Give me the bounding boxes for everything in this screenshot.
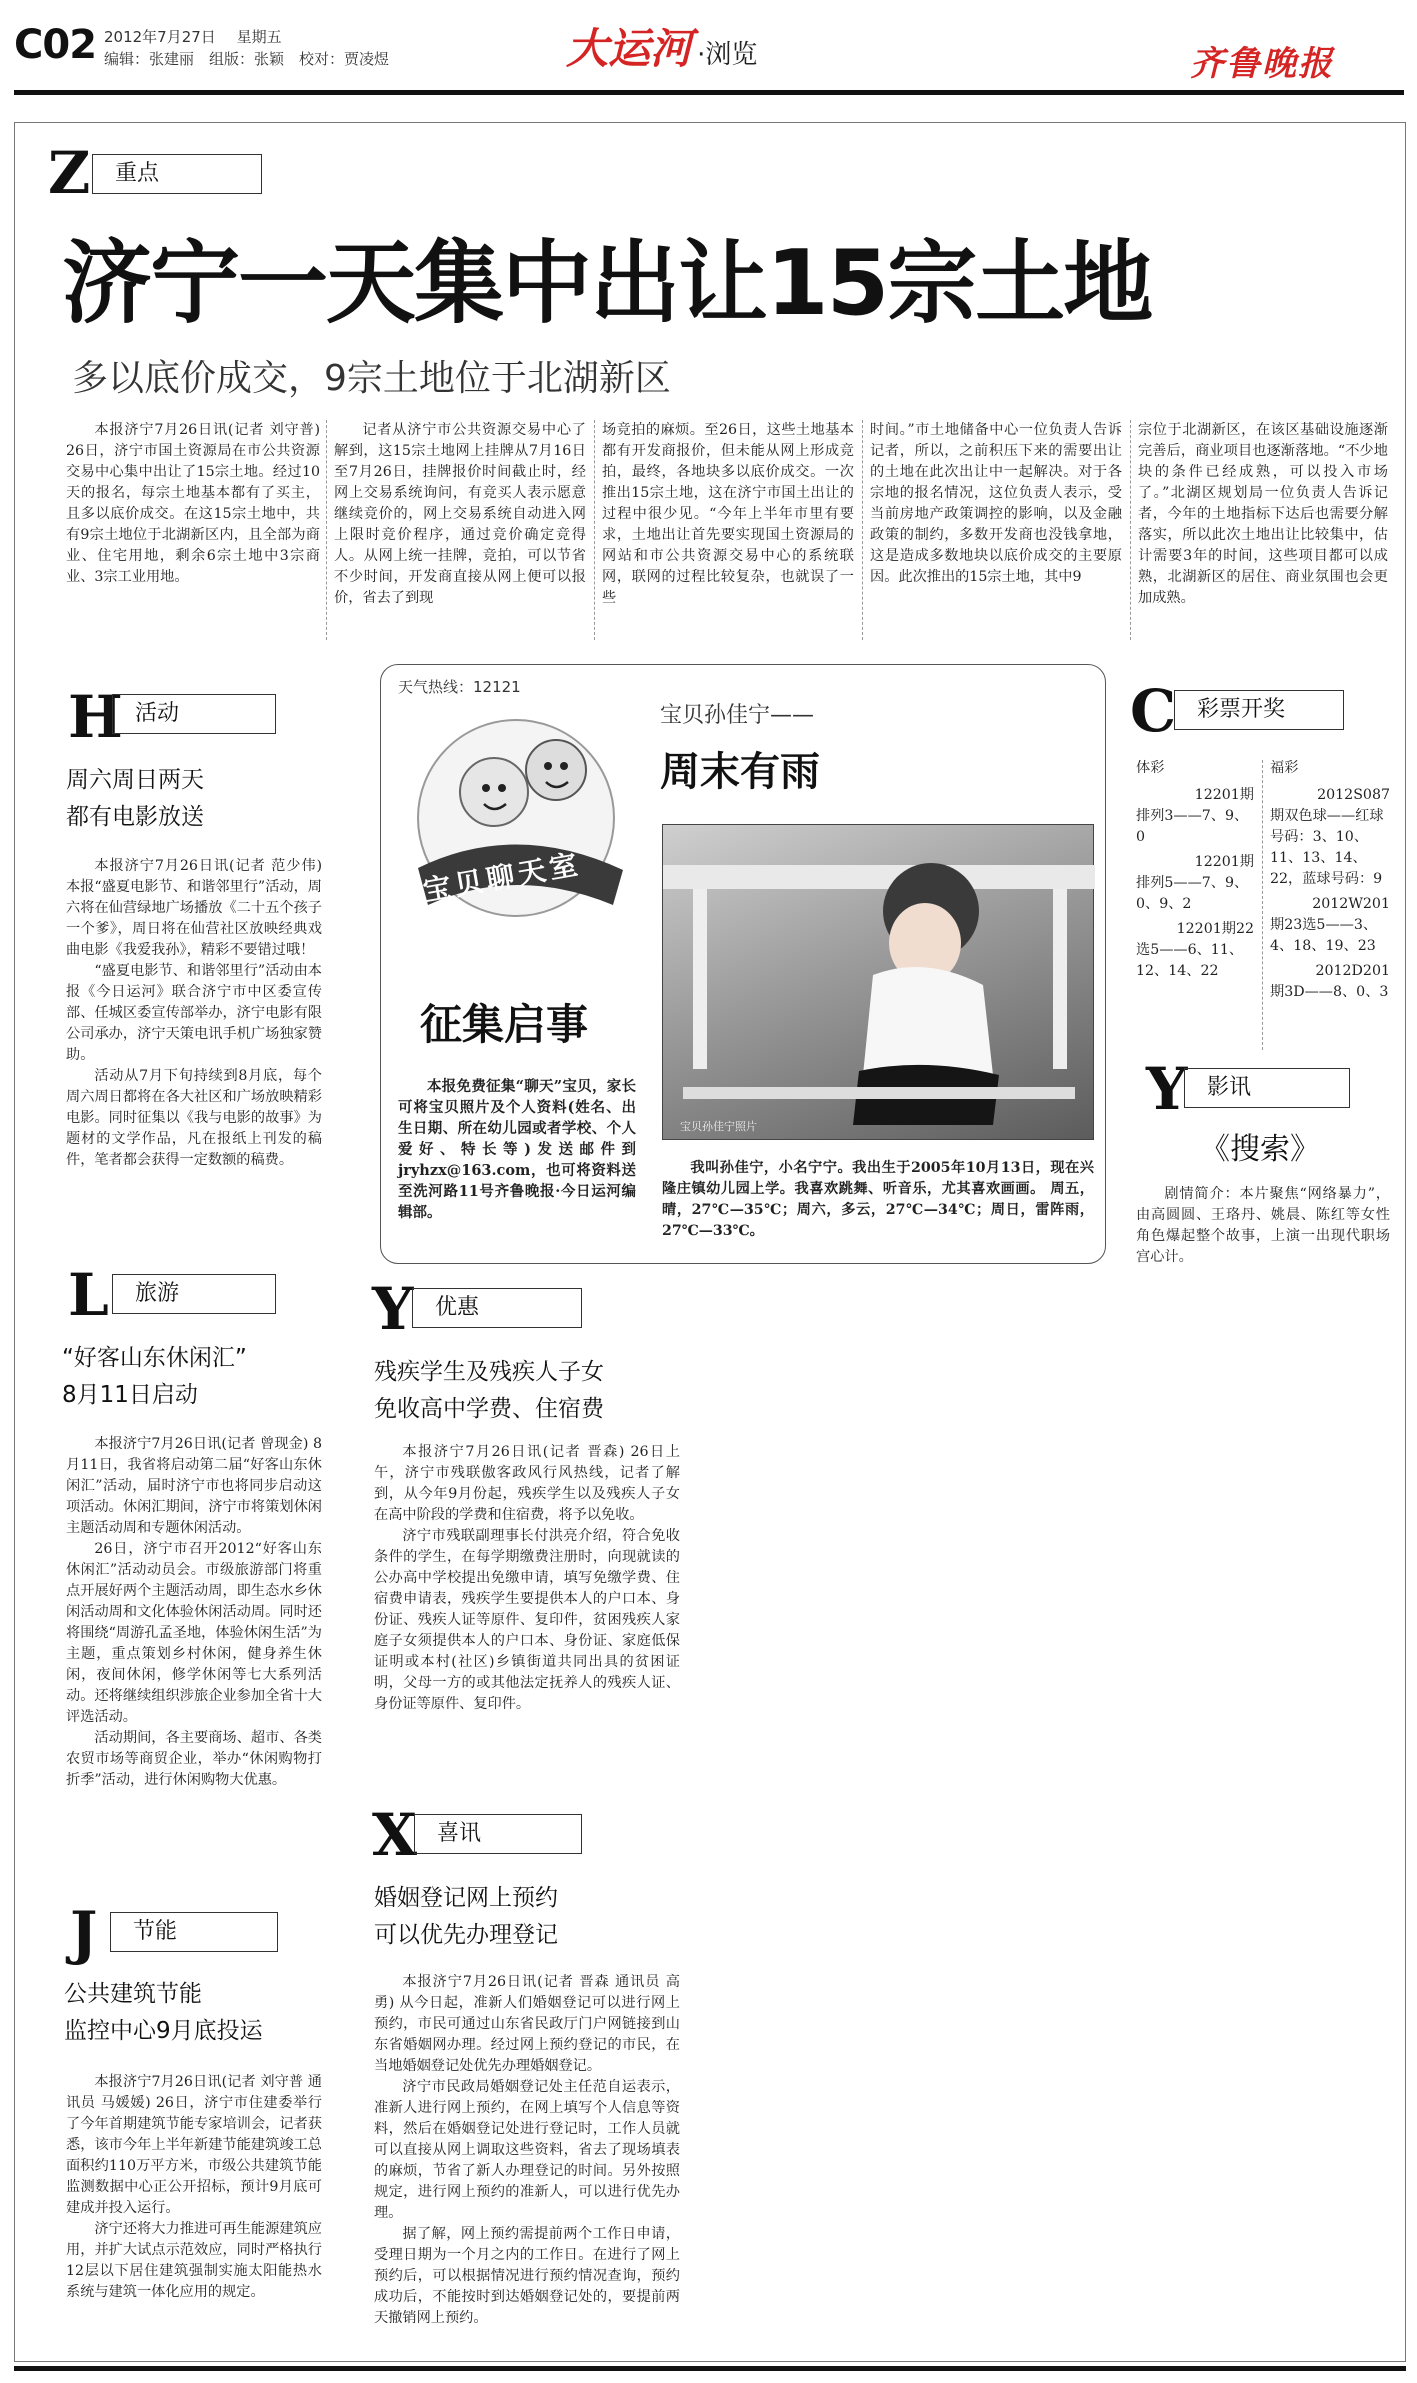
energy-title-line-2: 监控中心9月底投运 [64, 2018, 263, 2044]
lead-col-3: 场竞拍的麻烦。至26日，这些土地基本都有开发商报价，但未能从网上形成竞拍，最终，各地块多以底价成交。一次推出15宗土地，这在济宁市国土出让的过程中很少见。“今年上半年市里有要求，土地出让首先要实现国土资源局的网站和市公共资源交易中心的系统联网，联网的过程比较复杂，也就误了一些 [602, 422, 854, 606]
discount-para-1: 本报济宁7月26日讯(记者 晋森) 26日上午，济宁市残联傲客政风行风热线，记者了解到，从今年9月份起，残疾学生以及残疾人子女在高中阶段的学费和住宿费，将予以免收。 [374, 1444, 680, 1523]
lottery-rule [1262, 760, 1263, 1050]
energy-para-1: 本报济宁7月26日讯(记者 刘守普 通讯员 马媛媛) 26日，济宁市住建委举行了今年首期建筑节能专家培训会，记者获悉，该市今年上半年新建节能建筑竣工总面积约110万平方米，市级公共建筑节能监测数据中心正公开招标，预计9月底可建成并投入运行。 [66, 2074, 322, 2216]
baby-photo-figure [663, 825, 1095, 1141]
discount-body [374, 1442, 680, 1715]
lead-col-2: 记者从济宁市公共资源交易中心了解到，这15宗土地网上挂牌从7月16日至7月26日，挂牌报价时间截止时，经网上交易系统询问，有竞买人表示愿意继续竞价的，网上交易系统自动进入网上限时竞价程序，通过竞价确定竞得人。从网上统一挂牌，竞拍，可以节省不少时间，开发商直接从网上便可以报价，省去了到现 [334, 422, 586, 606]
activity-body [66, 856, 322, 1171]
header-editors: 编辑：张建丽 组版：张颖 校对：贾凌煜 [104, 50, 390, 68]
activity-para-3: 活动从7月下旬持续到8月底，每个周六周日都将在各大社区和广场放映精彩电影。同时征集以《我与电影的故事》为题材的文学作品，凡在报纸上刊发的稿件，笔者都会获得一定数额的稿费。 [66, 1068, 322, 1168]
footer-rule [14, 2366, 1406, 2371]
marriage-para-2: 济宁市民政局婚姻登记处主任范自运表示，准新人进行网上预约，在网上填写个人信息等资料，然后在婚姻登记处进行登记时，工作人员就可以直接从网上调取这些资料，省去了现场填表的麻烦，节省了新人办理登记的时间。另外按照规定，进行网上预约的准新人，可以进行优先办理。 [374, 2079, 680, 2221]
lottery-left-item [1136, 852, 1254, 915]
activity-title-line-1: 周六周日两天 [66, 767, 204, 793]
baby-photo [662, 824, 1094, 1140]
lottery-right-result: 期23选5——3、4、18、19、23 [1270, 917, 1378, 954]
discount-title [374, 1354, 694, 1428]
activity-title [66, 762, 326, 836]
energy-body [66, 2072, 322, 2303]
lottery-right-title: 福彩 [1270, 760, 1299, 776]
activity-title-line-2: 都有电影放送 [66, 804, 204, 830]
travel-title-line-2: 8月11日启动 [62, 1382, 198, 1408]
section-logo-sub: ·浏览 [697, 40, 758, 70]
baby-caption-text: 我叫孙佳宁，小名宁宁。我出生于2005年10月13日，现在兴隆庄镇幼儿园上学。我喜欢跳舞、听音乐，尤其喜欢画画。 [662, 1160, 1094, 1197]
baby-photo-label: 宝贝孙佳宁照片 [680, 1120, 757, 1133]
marriage-para-3: 据了解，网上预约需提前两个工作日申请，受理日期为一个月之内的工作日。在进行了网上预约后，可以根据情况进行预约情况查询，预约成功后，不能按时到达婚姻登记处的，要提前两天撤销网上预约。 [374, 2226, 680, 2326]
energy-para-2: 济宁还将大力推进可再生能源建筑应用，并扩大试点示范效应，同时严格执行12层以下居住建筑强制实施太阳能热水系统与建筑一体化应用的规定。 [66, 2221, 322, 2300]
lottery-right-item [1270, 894, 1390, 957]
lottery-right-result: 期3D——8、0、3 [1270, 984, 1389, 1000]
lead-col-5: 宗位于北湖新区，在该区基础设施逐渐完善后，商业项目也逐渐落地。“不少地块的条件已经成熟，可以投入市场了。”北湖区规划局一位负责人告诉记者，今年的土地指标下达后也需要分解落实，所以此次土地出让比较集中，估计需要3年的时间，这些项目都可以成熟，北湖新区的居住、商业氛围也会更加成熟。 [1138, 422, 1388, 606]
lottery-right-result: 期双色球——红球号码：3、10、11、13、14、22，蓝球号码：9 [1270, 808, 1384, 887]
lottery-tag-letter: C [1130, 677, 1177, 745]
activity-para-1: 本报济宁7月26日讯(记者 范少伟) 本报“盛夏电影节、和谐邻里行”活动，周六将在仙营绿地广场播放《二十五个孩子一个爹》，周日将在仙营社区放映经典戏曲电影《我爱我孙》，精彩不要错过哦！ [66, 858, 322, 958]
travel-title-line-1: “好客山东休闲汇” [62, 1345, 247, 1371]
collect-title: 征集启事 [420, 1000, 589, 1049]
header-date: 2012年7月27日 [104, 28, 216, 46]
lottery-left-result: 排列5——7、9、0、9、2 [1136, 875, 1249, 912]
lottery-right-item [1270, 785, 1390, 890]
lottery-left-result: 排列3——7、9、0 [1136, 808, 1249, 845]
marriage-title-line-1: 婚姻登记网上预约 [374, 1885, 558, 1911]
section-logo [566, 16, 757, 76]
movie-text: 剧情简介：本片聚焦“网络暴力”，由高圆圆、王珞丹、姚晨、陈红等女性角色爆起整个故事，上演一出现代职场宫心计。 [1136, 1186, 1390, 1265]
travel-tag-label: 旅游 [112, 1274, 276, 1314]
paper-name: 齐鲁晚报 [1190, 44, 1334, 84]
lottery-left-period: 12201期22 [1176, 921, 1254, 937]
marriage-title [374, 1880, 674, 1954]
lottery-left-col [1136, 758, 1254, 982]
section-logo-main: 大运河 [566, 24, 693, 73]
page-code: C02 [14, 22, 97, 68]
lottery-left-result: 选5——6、11、12、14、22 [1136, 942, 1244, 979]
travel-tag-letter: L [68, 1261, 109, 1329]
lottery-left-item [1136, 919, 1254, 982]
baby-headline: 周末有雨 [660, 749, 820, 795]
lead-rule-4 [1130, 420, 1131, 640]
lottery-left-title: 体彩 [1136, 760, 1165, 776]
marriage-para-1: 本报济宁7月26日讯(记者 晋森 通讯员 高勇) 从今日起，准新人们婚姻登记可以进行网上预约，市民可通过山东省民政厅门户网链接到山东省婚姻网办理。经过网上预约登记的市民，在当地婚姻登记处优先办理婚姻登记。 [374, 1974, 680, 2074]
movie-tag-label: 影讯 [1184, 1068, 1350, 1108]
lottery-right-col [1270, 758, 1390, 1003]
discount-tag-label: 优惠 [412, 1288, 582, 1328]
energy-title [64, 1976, 334, 2050]
marriage-body [374, 1972, 680, 2329]
baby-caption [662, 1158, 1094, 1242]
marriage-tag-label: 喜讯 [414, 1814, 582, 1854]
activity-para-2: “盛夏电影节、和谐邻里行”活动由本报《今日运河》联合济宁市中区委宣传部、任城区委宣传部举办，济宁电影有限公司承办，济宁天策电讯手机广场独家赞助。 [66, 963, 322, 1063]
activity-tag-label: 活动 [112, 694, 276, 734]
discount-title-line-1: 残疾学生及残疾人子女 [374, 1359, 604, 1385]
energy-title-line-1: 公共建筑节能 [64, 1981, 202, 2007]
lead-col-4: 时间。”市土地储备中心一位负责人告诉记者，所以，之前积压下来的需要出让的土地在此次出让中一起解决。对于各宗地的报名情况，这位负责人表示，受当前房地产政策调控的影响，以及金融政策的制约，多数开发商也没钱拿地，这是造成多数地块以底价成交的主要原因。此次推出的15宗土地，其中9 [870, 422, 1122, 585]
lottery-right-item [1270, 961, 1390, 1003]
lead-rule-3 [862, 420, 863, 640]
baby-forecast: 周五，晴，27℃—35℃；周六，多云，27℃—34℃；周日，雷阵雨，27℃—33℃。 [662, 1181, 1094, 1239]
lead-rule-2 [594, 420, 595, 640]
lottery-right-period: 2012W201 [1312, 896, 1390, 912]
baby-kicker: 宝贝孙佳宁—— [660, 703, 815, 728]
lead-col-1: 本报济宁7月26日讯(记者 刘守普) 26日，济宁市国土资源局在市公共资源交易中心集中出让了15宗土地。经过10天的报名，每宗土地基本都有了买主，且多以底价成交。在这15宗土地中，共有9宗土地位于北湖新区内，且全部为商业、住宅用地，剩余6宗土地中3宗商业、3宗工业用地。 [66, 422, 320, 585]
lead-tag-label: 重点 [92, 154, 262, 194]
chat-room-logo-text: 宝贝聊天室 [420, 847, 584, 908]
movie-tag-letter: Y [1146, 1055, 1188, 1123]
collect-text: 本报免费征集“聊天”宝贝，家长可将宝贝照片及个人资料(姓名、出生日期、所在幼儿园或者学校、个人爱好、特长等)发送邮件到jryhzx@163.com，也可将资料送至洗河路11号齐鲁晚报·今日运河编辑部。 [398, 1078, 636, 1221]
movie-title: 《搜索》 [1200, 1132, 1320, 1167]
travel-body [66, 1434, 322, 1791]
travel-para-2: 26日，济宁市召开2012“好客山东休闲汇”活动动员会。市级旅游部门将重点开展好两个主题活动周，即生态水乡休闲活动周和文化体验休闲活动周。同时还将围绕“周游孔孟圣地，体验休闲生活”为主题，重点策划乡村休闲，健身养生休闲，夜间休闲，修学休闲等七大系列活动。还将继续组织涉旅企业参加全省十大评选活动。 [66, 1541, 322, 1725]
header-weekday: 星期五 [236, 28, 282, 46]
header-date-line [104, 26, 282, 47]
marriage-title-line-2: 可以优先办理登记 [374, 1922, 558, 1948]
discount-para-2: 济宁市残联副理事长付洪亮介绍，符合免收条件的学生，在每学期缴费注册时，向现就读的公办高中学校提出免缴申请，填写免缴学费、住宿费申请表，残疾学生要提供本人的户口本、身份证、残疾人证等原件、复印件，贫困残疾人家庭子女须提供本人的户口本、身份证、家庭低保证明或本村(社区)乡镇街道共同出具的贫困证明，父母一方的或其他法定抚养人的残疾人证、身份证等原件、复印件。 [374, 1528, 680, 1712]
activity-tag-letter: H [68, 683, 123, 751]
lead-tag-letter: Z [48, 139, 91, 207]
lottery-right-period: 2012D201 [1315, 963, 1390, 979]
lottery-right-period: 2012S087 [1317, 787, 1390, 803]
discount-tag-letter: Y [372, 1275, 414, 1343]
discount-title-line-2: 免收高中学费、住宿费 [374, 1396, 604, 1422]
weather-hotline: 天气热线：12121 [398, 678, 521, 696]
lottery-left-item [1136, 785, 1254, 848]
lottery-left-period: 12201期 [1194, 787, 1254, 803]
lottery-tag-label: 彩票开奖 [1174, 690, 1344, 730]
lead-headline: 济宁一天集中出让15宗土地 [62, 231, 1152, 336]
lottery-left-period: 12201期 [1194, 854, 1254, 870]
energy-tag-letter: J [70, 1899, 98, 1967]
header-rule [14, 90, 1404, 95]
energy-tag-label: 节能 [110, 1912, 278, 1952]
marriage-tag-letter: X [372, 1801, 418, 1869]
travel-para-3: 活动期间，各主要商场、超市、各类农贸市场等商贸企业，举办“休闲购物打折季”活动，进行休闲购物大优惠。 [66, 1730, 322, 1788]
lead-subhead: 多以底价成交，9宗土地位于北湖新区 [72, 358, 671, 399]
lead-rule-1 [326, 420, 327, 640]
travel-title [62, 1340, 332, 1414]
travel-para-1: 本报济宁7月26日讯(记者 曾现金) 8月11日，我省将启动第二届“好客山东休闲汇”活动，届时济宁市也将同步启动这项活动。休闲汇期间，济宁市将策划休闲主题活动周和专题休闲活动。 [66, 1436, 322, 1536]
